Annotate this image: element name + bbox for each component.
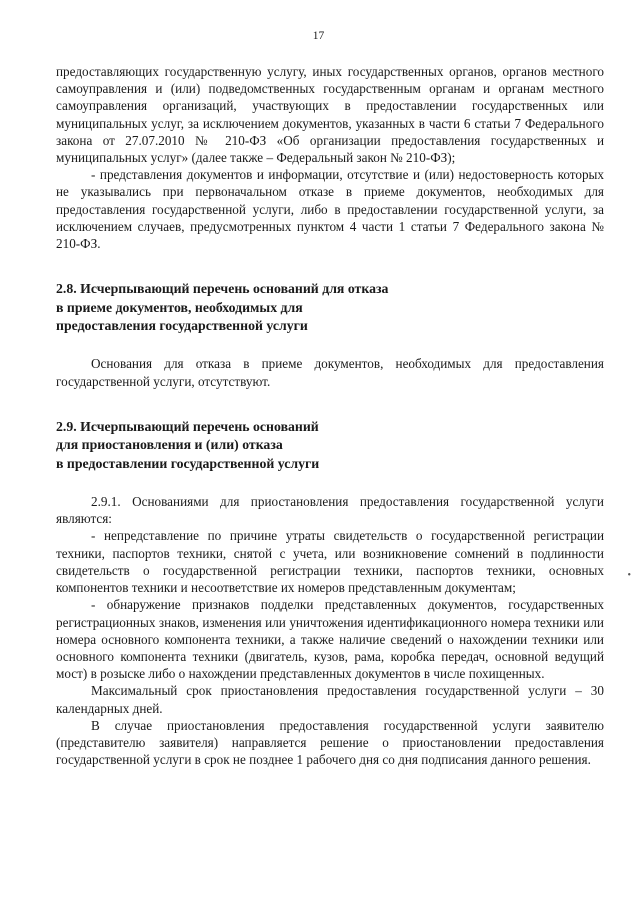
list-item: - непредставление по причине утраты свидетельств о государственной регистрации техники, паспортов техники, снятой с учета, или возникновение сомнений в подлинности свидетельств о государственной регистрации техники, паспортов техники, основных компонентов техники и несоответствие их номеров представленным документам; [56, 528, 604, 596]
document-body [56, 63, 604, 768]
section-heading-2-9-line2: для приостановления и (или) отказа [56, 437, 283, 453]
list-item: - обнаружение признаков подделки представленных документов, государственных регистрационных знаков, изменения или уничтожения идентификационного номера техники или номера основного компонента техники, а также наличие сведений о нахождении техники или основного компонента техники (двигатель, кузов, рама, коробка передач, основной ведущий мост) в розыске либо о нахождении представленных документов в числе похищенных. [56, 597, 604, 682]
scan-mark: • [627, 570, 631, 581]
paragraph: предоставляющих государственную услугу, иных государственных органов, органов местного самоуправления и (или) подведомственных государственным органам и органам местного самоуправления организаций, участвующих в предоставлении государственных или муниципальных услуг, за исключением документов, указанных в части 6 статьи 7 Федерального закона от 27.07.2010 № 210-ФЗ «Об организации предоставления государственных и муниципальных услуг» (далее также – Федеральный закон № 210-ФЗ); [56, 64, 604, 166]
section-heading-2-8-line2: в приеме документов, необходимых для [56, 299, 303, 315]
paragraph: В случае приостановления предоставления государственной услуги заявителю (представителю заявителя) направляется решение о приостановлении предоставления государственной услуги в срок не позднее 1 рабочего дня со дня подписания данного решения. [56, 717, 604, 768]
section-heading-2-8-line3: предоставления государственной услуги [56, 318, 308, 334]
section-heading-2-8-line1: 2.8. Исчерпывающий перечень оснований для отказа [56, 281, 389, 297]
paragraph: Максимальный срок приостановления предоставления государственной услуги – 30 календарных дней. [56, 683, 604, 716]
paragraph: 2.9.1. Основаниями для приостановления предоставления государственной услуги являются: [56, 494, 604, 527]
paragraph: Основания для отказа в приеме документов, необходимых для предоставления государственной услуги, отсутствуют. [56, 356, 604, 389]
section-heading-2-9-line3: в предоставлении государственной услуги [56, 455, 320, 471]
list-item: - представления документов и информации, отсутствие и (или) недостоверность которых не указывались при первоначальном отказе в приеме документов, необходимых для предоставления государственной услуги, либо в предоставлении государственной услуги, за исключением случаев, предусмотренных пунктом 4 части 1 статьи 7 Федерального закона № 210-ФЗ. [56, 167, 604, 252]
page-number: 17 [312, 30, 325, 42]
section-heading-2-9-line1: 2.9. Исчерпывающий перечень оснований [56, 418, 319, 434]
